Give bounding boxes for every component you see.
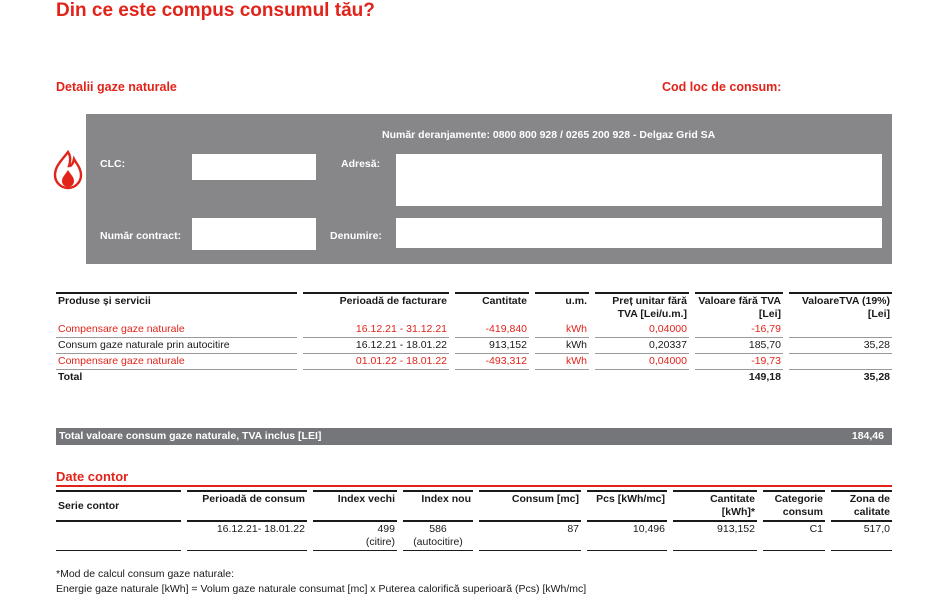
meter-old-index — [310, 521, 400, 551]
deranjamente-text: Număr deranjamente: 0800 800 928 / 0265 200 928 - Delgaz Grid SA — [382, 129, 716, 141]
col-header: Zona de calitate — [828, 491, 892, 521]
col-header: Cantitate [kWh]* — [670, 491, 760, 521]
product-price: 0,04000 — [592, 354, 692, 370]
meter-serie — [56, 521, 184, 551]
col-header: ValoareTVA (19%) [Lei] — [786, 293, 892, 322]
meter-new-index — [400, 521, 476, 551]
meter-section-title: Date contor — [56, 469, 129, 484]
product-vat — [786, 354, 892, 370]
product-um: kWh — [532, 354, 592, 370]
contract-label: Număr contract: — [100, 230, 182, 242]
meter-period: 16.12.21- 18.01.22 — [184, 521, 310, 551]
products-table — [56, 292, 892, 385]
product-name: Consum gaze naturale prin autocitire — [56, 338, 300, 354]
product-qty: -419,840 — [452, 322, 532, 338]
meter-new-value: 586 — [429, 523, 447, 535]
product-vat: 35,28 — [786, 338, 892, 354]
denumire-label: Denumire: — [330, 230, 382, 242]
clc-field — [192, 154, 316, 180]
product-price: 0,04000 — [592, 322, 692, 338]
total-vat: 35,28 — [786, 370, 892, 386]
col-header: Perioadă de consum — [184, 491, 310, 521]
page-title: Din ce este compus consumul tău? — [56, 0, 375, 21]
col-header: Produse și servicii — [56, 293, 300, 322]
col-header: Preț unitar fără TVA [Lei/u.m.] — [592, 293, 692, 322]
divider — [56, 485, 892, 487]
product-qty: -493,312 — [452, 354, 532, 370]
col-header: Consum [mc] — [476, 491, 584, 521]
meter-new-note: (autocitire) — [413, 536, 463, 548]
grand-total-label: Total valoare consum gaze naturale, TVA inclus [LEI] — [59, 430, 322, 442]
contract-field — [192, 218, 316, 250]
adresa-field — [396, 154, 882, 206]
product-name: Compensare gaze naturale — [56, 354, 300, 370]
grand-total-value: 184,46 — [851, 430, 884, 442]
meter-old-value: 499 — [377, 523, 395, 535]
meter-category: C1 — [760, 521, 828, 551]
meter-old-note: (citire) — [365, 536, 395, 548]
table-row — [56, 338, 892, 354]
product-price: 0,20337 — [592, 338, 692, 354]
meter-qty: 913,152 — [670, 521, 760, 551]
col-header: Index vechi — [310, 491, 400, 521]
meter-consum: 87 — [476, 521, 584, 551]
contract-info-panel — [86, 114, 892, 264]
adresa-label: Adresă: — [341, 158, 381, 170]
col-header: u.m. — [532, 293, 592, 322]
product-vat — [786, 322, 892, 338]
total-label: Total — [58, 371, 83, 383]
denumire-field — [396, 218, 882, 248]
product-value: -16,79 — [692, 322, 786, 338]
product-value: 185,70 — [692, 338, 786, 354]
product-period: 16.12.21 - 31.12.21 — [300, 322, 452, 338]
section-title: Detalii gaze naturale — [56, 80, 177, 94]
note-line-2: Energie gaze naturale [kWh] = Volum gaze naturale consumat [mc] x Puterea calorifică superioară (Pcs) [kWh/mc] — [56, 583, 587, 595]
product-period: 01.01.22 - 18.01.22 — [300, 354, 452, 370]
product-value: -19,73 — [692, 354, 786, 370]
total-value: 149,18 — [692, 370, 786, 386]
product-um: kWh — [532, 338, 592, 354]
cod-loc-label: Cod loc de consum: — [662, 80, 782, 94]
flame-icon — [52, 150, 84, 190]
col-header: Serie contor — [56, 491, 184, 521]
table-row — [56, 354, 892, 370]
total-row — [56, 370, 892, 386]
table-row — [56, 521, 892, 551]
meter-zone: 517,0 — [828, 521, 892, 551]
col-header: Index nou — [400, 491, 476, 521]
col-header: Pcs [kWh/mc] — [584, 491, 670, 521]
col-header: Valoare fără TVA [Lei] — [692, 293, 786, 322]
product-period: 16.12.21 - 18.01.22 — [300, 338, 452, 354]
col-header: Categorie consum — [760, 491, 828, 521]
product-um: kWh — [532, 322, 592, 338]
meter-table — [56, 490, 892, 551]
col-header: Cantitate — [452, 293, 532, 322]
product-name: Compensare gaze naturale — [56, 322, 300, 338]
meter-pcs: 10,496 — [584, 521, 670, 551]
note-line-1: *Mod de calcul consum gaze naturale: — [56, 568, 235, 580]
product-qty: 913,152 — [452, 338, 532, 354]
clc-label: CLC: — [100, 158, 126, 170]
col-header: Perioadă de facturare — [300, 293, 452, 322]
grand-total-bar — [56, 428, 892, 445]
table-row — [56, 322, 892, 338]
